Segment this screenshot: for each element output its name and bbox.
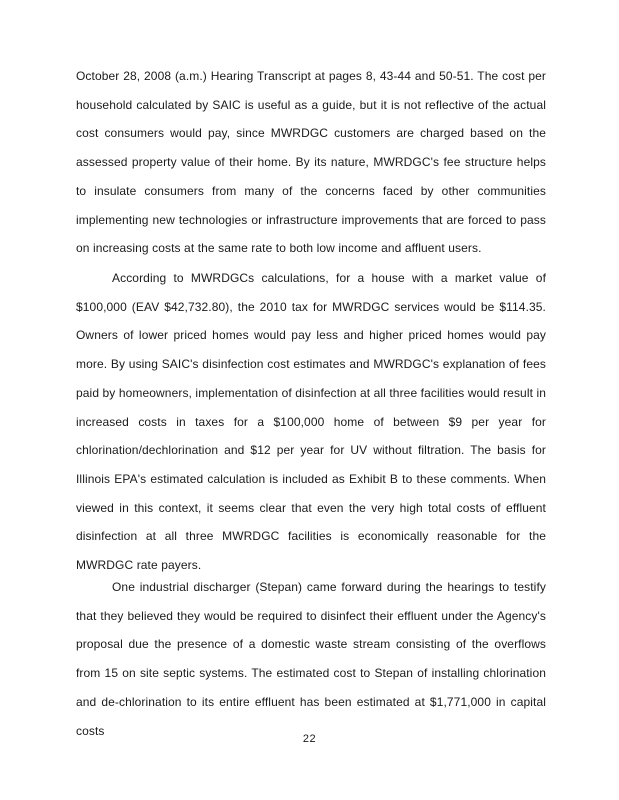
paragraph-3: One industrial discharger (Stepan) came forward during the hearings to testify that they believed they would be required to disinfect their effluent under the Agency's proposal due the presence of a domestic waste stream consisting of the overflows from 15 on site septic systems. The estimated cost to Stepan of installing chlorination and de-chlorination to its entire effluent has been estimated at $1,771,000 in capital costs [76,580,546,738]
page-number: 22 [302,733,317,745]
paragraph-2: According to MWRDGCs calculations, for a house with a market value of $100,000 (EAV $42,732.80), the 2010 tax for MWRDGC services would be $114.35. Owners of lower priced homes would pay less and higher priced homes would pay more. By using SAIC's disinfection cost estimates and MWRDGC's explanation of fees paid by homeowners, implementation of disinfection at all three facilities would result in increased costs in taxes for a $100,000 home of between $9 per year for chlorination/dechlorination and $12 per year for UV without filtration. The basis for Illinois EPA's estimated calculation is included as Exhibit B to these comments. When viewed in this context, it seems clear that even the very high total costs of effluent disinfection at all three MWRDGC facilities is economically reasonable for the MWRDGC rate payers. [76,271,546,573]
paragraph-1: October 28, 2008 (a.m.) Hearing Transcript at pages 8, 43-44 and 50-51. The cost per household calculated by SAIC is useful as a guide, but it is not reflective of the actual cost consumers would pay, since MWRDGC customers are charged based on the assessed property value of their home. By its nature, MWRDGC's fee structure helps to insulate consumers from many of the concerns faced by other communities implementing new technologies or infrastructure improvements that are forced to pass on increasing costs at the same rate to both low income and affluent users. [76,69,546,256]
